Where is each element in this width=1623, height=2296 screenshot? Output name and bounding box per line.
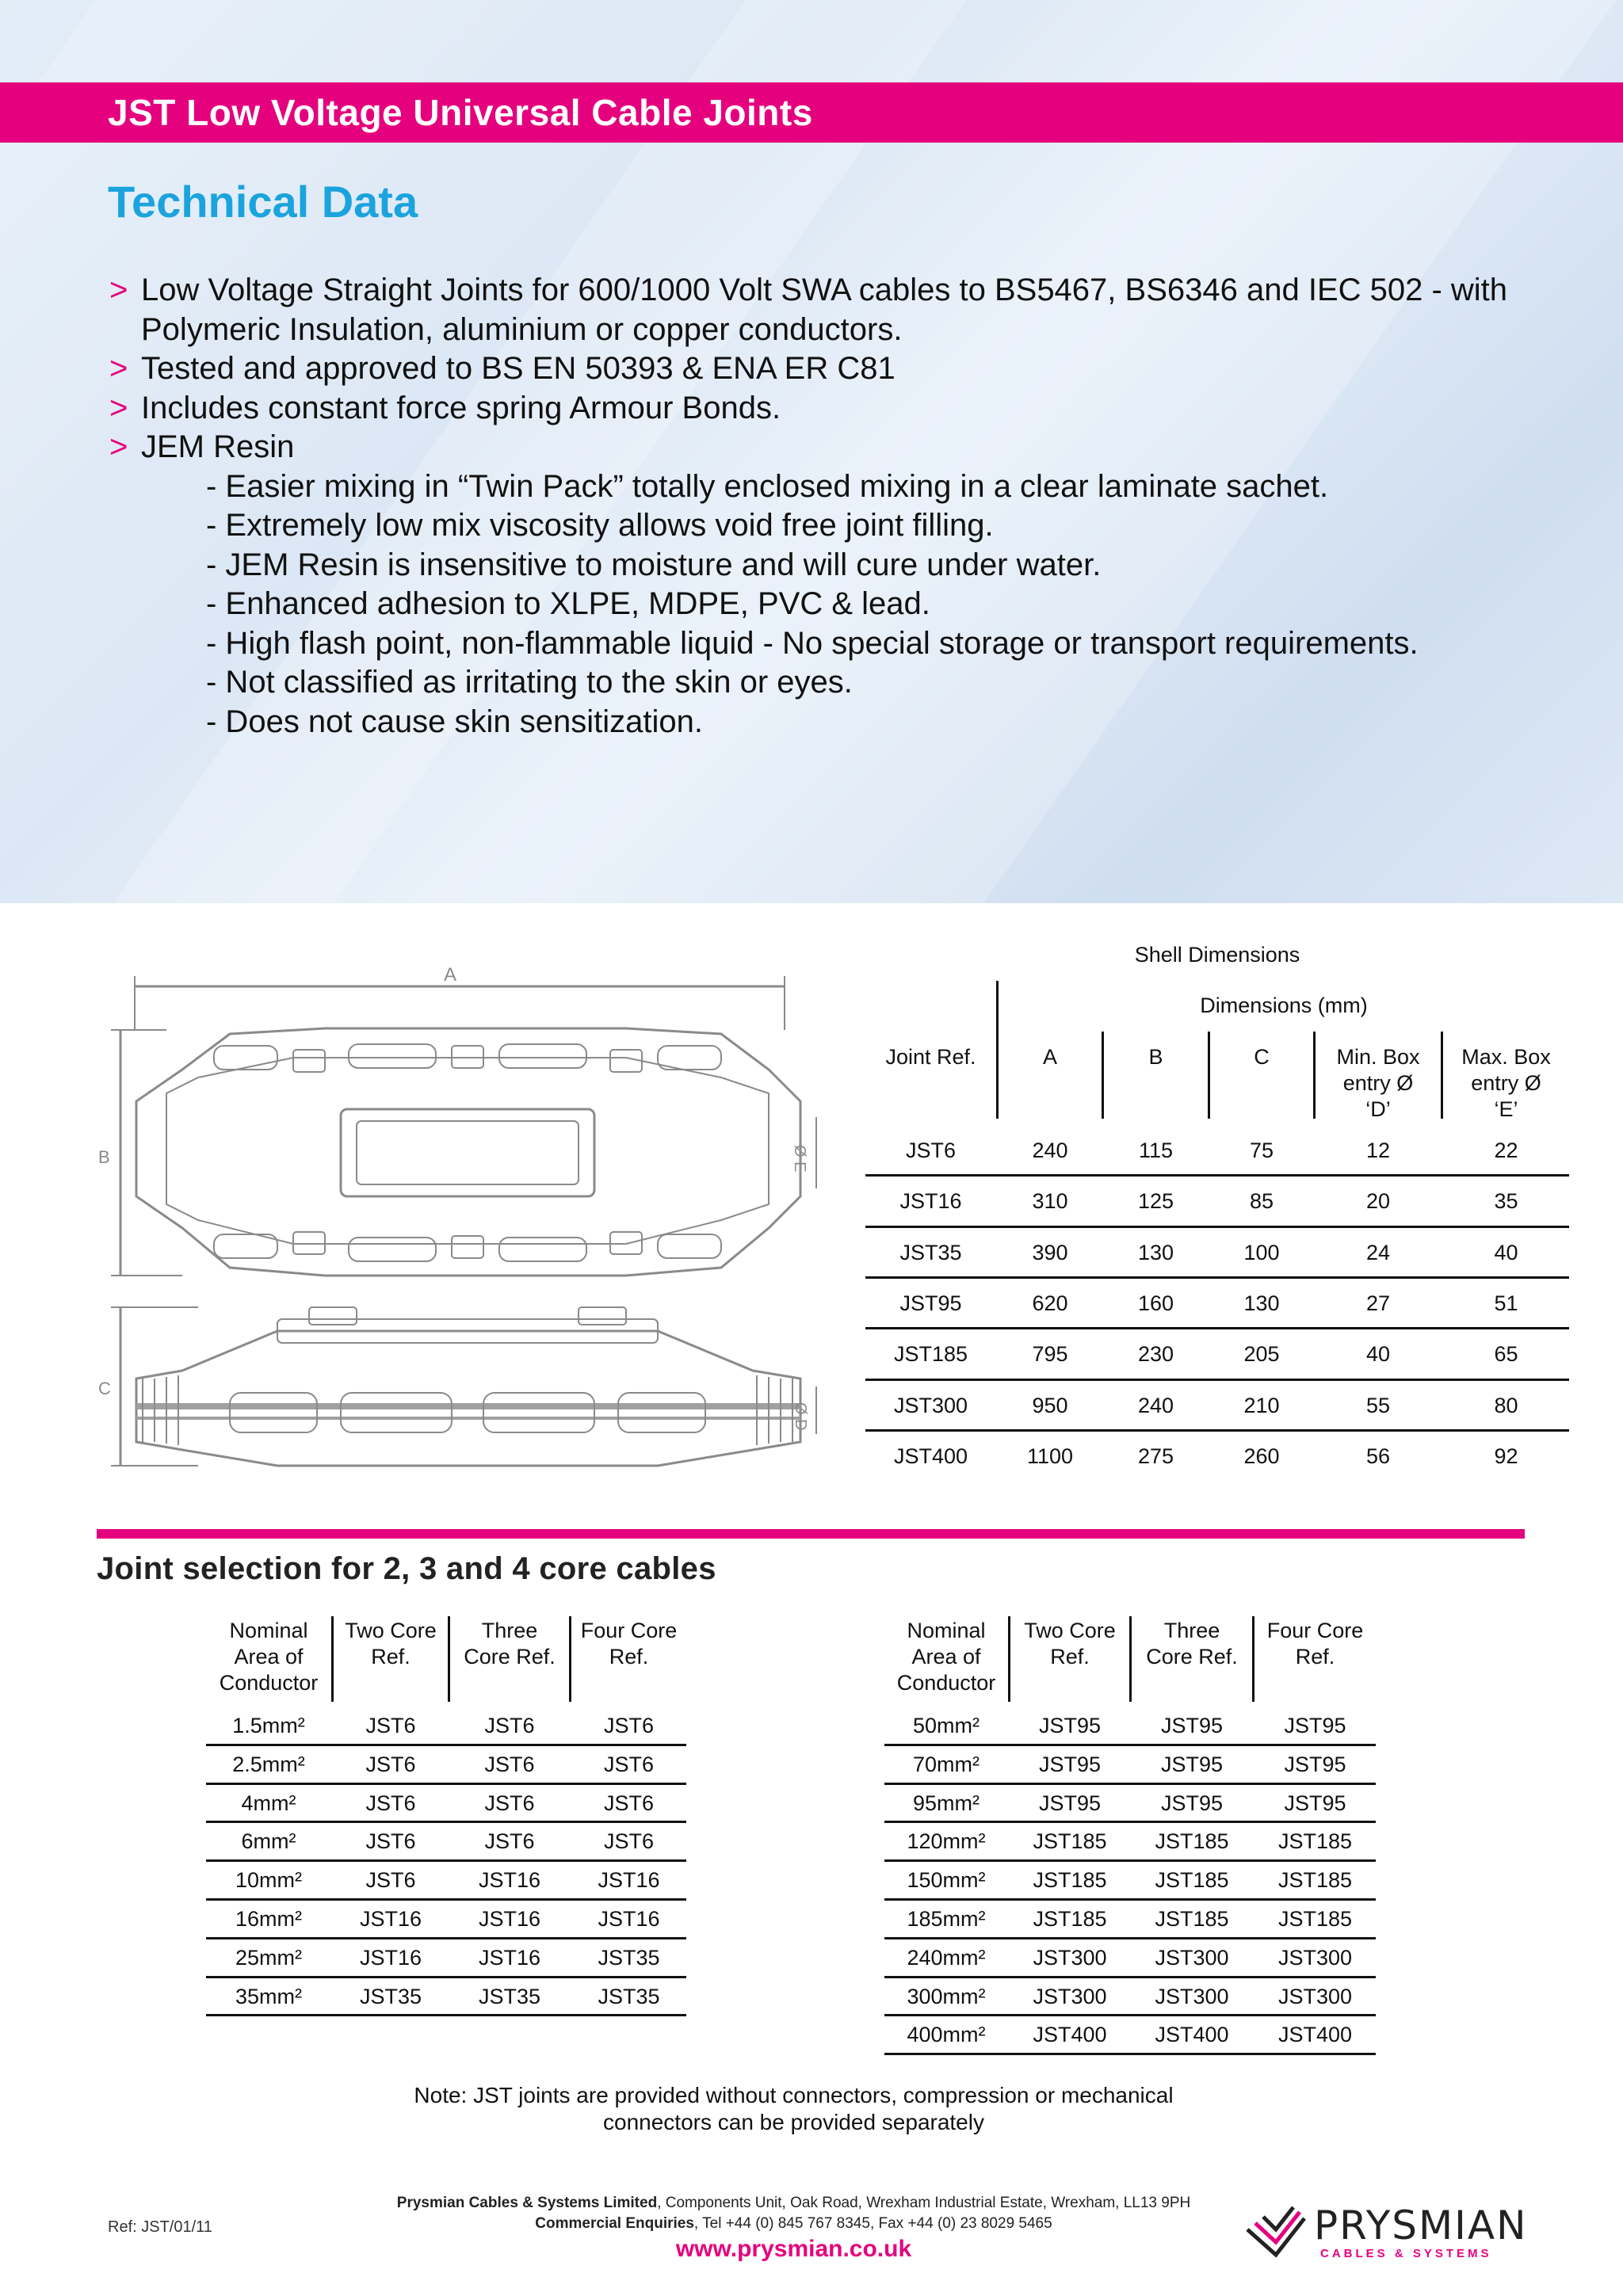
table-row <box>206 1745 686 1783</box>
header-line: entry Ø <box>1342 1071 1414 1095</box>
header-line: Area of <box>234 1645 304 1669</box>
table-cell: 35 <box>1494 1189 1518 1214</box>
table-row <box>206 1784 686 1822</box>
table-cell: JST6 <box>603 1752 655 1776</box>
prysmian-logo-icon <box>1244 2203 1308 2258</box>
table-cell: JST16 <box>359 1945 422 1970</box>
header-line: Ref. <box>371 1645 411 1669</box>
table-cell: JST185 <box>1155 1907 1229 1931</box>
table-cell: JST6 <box>365 1752 416 1776</box>
note-line: Note: JST joints are provided without connectors, compression or mechanical <box>414 2083 1174 2107</box>
table-row <box>884 1939 1376 1977</box>
table-row <box>884 1707 1376 1745</box>
sub-item: - Not classified as irritating to the skin or eyes. <box>206 665 853 700</box>
col-header-joint-ref: Joint Ref. <box>885 1045 976 1069</box>
table-cell: JST185 <box>1155 1829 1229 1854</box>
enquiries-label: Commercial Enquiries <box>535 2215 694 2232</box>
header-line: Four Core <box>1266 1619 1364 1642</box>
table-cell: 50mm² <box>912 1714 980 1737</box>
table-cell: 2.5mm² <box>232 1752 305 1776</box>
table-cell: 160 <box>1137 1291 1174 1315</box>
table-cell: JST16 <box>478 1907 541 1931</box>
table-cell: JST35 <box>899 1240 962 1264</box>
table-row <box>865 1329 1569 1379</box>
header-line: Ref. <box>1295 1645 1335 1669</box>
note-line: connectors can be provided separately <box>603 2110 984 2134</box>
table-cell: JST300 <box>1277 1984 1353 2008</box>
table-cell: JST95 <box>1284 1714 1346 1737</box>
table-row <box>884 1978 1376 2016</box>
table-row <box>884 2016 1376 2054</box>
table-cell: 950 <box>1032 1393 1068 1417</box>
table-cell: 210 <box>1243 1393 1280 1417</box>
table-cell: 10mm² <box>235 1868 302 1893</box>
header-line: Two Core <box>345 1619 437 1642</box>
table-cell: 35mm² <box>235 1984 302 2008</box>
table-cell: JST95 <box>1038 1714 1102 1737</box>
table-cell: 120mm² <box>907 1829 986 1854</box>
dim-label-a: A <box>444 964 457 986</box>
table-row <box>206 1822 686 1860</box>
logo-tagline: CABLES & SYSTEMS <box>1320 2247 1492 2260</box>
table-row <box>865 1227 1569 1278</box>
table-cell: JST95 <box>1160 1752 1224 1776</box>
header-line: Nominal <box>229 1619 308 1642</box>
table-cell: JST35 <box>598 1945 660 1970</box>
document-ref: Ref: JST/01/11 <box>108 2218 212 2236</box>
table-cell: 4mm² <box>241 1791 296 1815</box>
table-row <box>206 1707 686 1745</box>
table-cell: 40 <box>1494 1240 1518 1264</box>
row-divider <box>206 2014 686 2016</box>
table-cell: 300mm² <box>907 1984 986 2008</box>
bullet-arrow-icon: > <box>109 351 128 386</box>
table-cell: JST95 <box>1284 1752 1346 1776</box>
col-header-min-box <box>1316 1044 1441 1123</box>
table-cell: 390 <box>1032 1240 1068 1264</box>
header-line: Conductor <box>896 1671 996 1695</box>
table-cell: 100 <box>1243 1240 1280 1264</box>
bullet-text: Tested and approved to BS EN 50393 & ENA ER C81 <box>141 351 896 386</box>
joint-selection-heading: Joint selection for 2, 3 and 4 core cables <box>97 1551 716 1586</box>
table-cell: JST6 <box>365 1714 416 1737</box>
header-divider <box>1008 1616 1010 1702</box>
table-cell: JST6 <box>484 1714 535 1737</box>
header-line: Max. Box <box>1461 1045 1551 1069</box>
table-cell: JST6 <box>603 1829 655 1854</box>
bullet-item <box>109 389 1568 429</box>
table-cell: 620 <box>1032 1291 1068 1315</box>
table-cell: JST16 <box>899 1189 962 1214</box>
dim-label-e: Ø E <box>791 1145 808 1173</box>
table-cell: 130 <box>1243 1291 1280 1315</box>
company-name: Prysmian Cables & Systems Limited <box>396 2195 658 2211</box>
table-cell: JST6 <box>365 1829 416 1854</box>
col-header <box>1010 1618 1129 1670</box>
header-line: Core Ref. <box>464 1645 556 1669</box>
bullet-text: JEM Resin <box>141 429 295 464</box>
table-cell: 24 <box>1365 1240 1391 1264</box>
header-line: entry Ø <box>1471 1071 1541 1095</box>
table-cell: JST185 <box>1277 1868 1353 1893</box>
header-line: Min. Box <box>1336 1045 1420 1069</box>
sub-item: - Extremely low mix viscosity allows void free joint filling. <box>206 508 994 543</box>
header-line: Ref. <box>1050 1645 1090 1669</box>
table-cell: 115 <box>1138 1138 1174 1162</box>
header-line: Area of <box>911 1645 981 1669</box>
col-header <box>1254 1618 1376 1670</box>
table-cell: 795 <box>1032 1342 1068 1367</box>
bullet-item <box>109 428 1568 467</box>
table-cell: 25mm² <box>235 1945 302 1970</box>
table-cell: JST6 <box>365 1868 416 1893</box>
table-cell: 1100 <box>1026 1444 1074 1468</box>
table-cell: 95mm² <box>912 1791 980 1815</box>
header-line: ‘E’ <box>1494 1097 1518 1121</box>
table-row <box>884 1822 1376 1860</box>
table-cell: 65 <box>1494 1342 1518 1367</box>
dim-label-d: Ø D <box>792 1402 809 1431</box>
table-cell: 275 <box>1137 1444 1174 1468</box>
table-cell: 40 <box>1365 1342 1391 1367</box>
table-cell: 12 <box>1365 1138 1391 1162</box>
header-line: Conductor <box>219 1671 319 1695</box>
header-divider <box>1252 1616 1254 1702</box>
page-title: JST Low Voltage Universal Cable Joints <box>108 92 813 133</box>
table-cell: JST6 <box>905 1138 957 1162</box>
header-line: Two Core <box>1024 1619 1116 1642</box>
header-line: Core Ref. <box>1146 1645 1238 1669</box>
table-cell: JST95 <box>1160 1791 1224 1815</box>
table-cell: JST95 <box>1160 1714 1224 1737</box>
bullet-text: Low Voltage Straight Joints for 600/1000 Volt SWA cables to BS5467, BS6346 and IEC 502 - with <box>141 273 1508 307</box>
table-cell: JST16 <box>478 1868 541 1893</box>
table-cell: JST6 <box>484 1791 535 1815</box>
table-cell: 240mm² <box>907 1945 986 1970</box>
bullet-arrow-icon: > <box>109 429 128 464</box>
header-divider <box>569 1616 571 1702</box>
bullet-arrow-icon: > <box>109 390 128 425</box>
website-link[interactable]: www.prysmian.co.uk <box>675 2236 912 2262</box>
table-cell: JST6 <box>603 1714 655 1737</box>
table-cell: JST185 <box>1155 1868 1229 1893</box>
col-header <box>206 1618 331 1696</box>
table-cell: 130 <box>1137 1240 1174 1264</box>
table-cell: 92 <box>1494 1444 1518 1468</box>
col-header <box>884 1618 1008 1696</box>
header-divider <box>331 1616 334 1702</box>
sub-item: - Does not cause skin sensitization. <box>206 704 703 739</box>
header-line: Three <box>1163 1619 1220 1642</box>
table-row <box>884 1745 1376 1783</box>
col-header-max-box <box>1443 1044 1569 1123</box>
table-row <box>884 1861 1376 1899</box>
table-cell: 51 <box>1494 1291 1518 1315</box>
table-cell: 230 <box>1137 1342 1174 1367</box>
header-divider <box>1129 1616 1132 1702</box>
table-cell: 70mm² <box>912 1752 980 1776</box>
table-cell: 80 <box>1494 1393 1518 1417</box>
sub-item: - Easier mixing in “Twin Pack” totally enclosed mixing in a clear laminate sachet. <box>206 468 1329 504</box>
bullet-text: Includes constant force spring Armour Bonds. <box>141 390 781 425</box>
table-cell: 6mm² <box>241 1829 296 1854</box>
table-row <box>206 1978 686 2016</box>
bullet-arrow-icon: > <box>109 273 128 307</box>
technical-data-heading: Technical Data <box>108 177 418 227</box>
table-cell: 55 <box>1365 1393 1391 1417</box>
shell-caption: Shell Dimensions <box>1134 943 1300 967</box>
bullet-item <box>109 271 1568 349</box>
logo-name: PRYSMIAN <box>1314 2203 1528 2248</box>
table-cell: JST400 <box>1155 2023 1229 2047</box>
col-header <box>450 1618 569 1670</box>
dim-label-c: C <box>98 1379 111 1398</box>
table-cell: 240 <box>1032 1138 1068 1162</box>
table-cell: 22 <box>1494 1138 1518 1162</box>
table-row <box>865 1380 1569 1431</box>
table-cell: JST16 <box>598 1868 660 1893</box>
table-cell: JST95 <box>899 1291 962 1315</box>
table-cell: JST16 <box>359 1907 422 1931</box>
table-cell: JST300 <box>1277 1945 1353 1970</box>
bullet-text: Polymeric Insulation, aluminium or copper conductors. <box>141 311 903 347</box>
enquiries-contact: , Tel +44 (0) 845 767 8345, Fax +44 (0) 23 8029 5465 <box>693 2215 1052 2232</box>
table-row <box>884 1784 1376 1822</box>
table-cell: JST300 <box>1155 1984 1229 2008</box>
table-cell: JST300 <box>1155 1945 1229 1970</box>
table-cell: 185mm² <box>907 1907 986 1931</box>
table-cell: JST6 <box>484 1829 535 1854</box>
prysmian-logo <box>1244 2203 1593 2266</box>
table-cell: JST300 <box>1033 1984 1107 2008</box>
table-cell: JST35 <box>478 1984 541 2008</box>
table-cell: 1.5mm² <box>232 1714 305 1737</box>
col-header <box>1132 1618 1252 1670</box>
table-row <box>865 1176 1569 1226</box>
table-cell: 310 <box>1032 1189 1068 1214</box>
dimensions-caption: Dimensions (mm) <box>1200 994 1368 1017</box>
dim-label-b: B <box>98 1147 110 1167</box>
technical-bullets <box>109 271 1568 742</box>
title-banner <box>0 82 1623 143</box>
table-cell: 150mm² <box>907 1868 986 1893</box>
col-header-b: B <box>1148 1045 1163 1069</box>
header-divider <box>448 1616 450 1702</box>
table-cell: JST95 <box>1038 1791 1102 1815</box>
table-cell: 85 <box>1249 1189 1274 1214</box>
table-cell: 16mm² <box>235 1907 302 1931</box>
note-text <box>0 2082 1587 2136</box>
table-cell: JST95 <box>1038 1752 1102 1776</box>
table-row <box>865 1125 1569 1176</box>
table-row <box>206 1861 686 1899</box>
table-cell: JST185 <box>1277 1907 1353 1931</box>
table-cell: 205 <box>1243 1342 1280 1367</box>
row-divider <box>884 2053 1376 2055</box>
table-cell: JST185 <box>1033 1868 1107 1893</box>
table-cell: JST400 <box>1033 2023 1107 2047</box>
company-address: , Components Unit, Oak Road, Wrexham Industrial Estate, Wrexham, LL13 9PH <box>657 2195 1191 2211</box>
col-header <box>571 1618 686 1670</box>
sub-item: - High flash point, non-flammable liquid - No special storage or transport requirements. <box>206 625 1419 661</box>
table-cell: JST16 <box>478 1945 541 1970</box>
header-line: Ref. <box>609 1645 649 1669</box>
table-cell: JST6 <box>603 1791 655 1815</box>
bullet-item <box>109 349 1568 389</box>
table-cell: JST400 <box>893 1444 968 1468</box>
table-cell: 20 <box>1365 1189 1391 1214</box>
table-cell: 125 <box>1137 1189 1174 1214</box>
table-cell: 240 <box>1137 1393 1174 1417</box>
table-cell: 56 <box>1365 1444 1391 1468</box>
table-cell: JST16 <box>598 1907 660 1931</box>
table-row <box>206 1939 686 1977</box>
table-cell: JST95 <box>1284 1791 1346 1815</box>
table-cell: JST6 <box>365 1791 416 1815</box>
table-cell: 27 <box>1365 1291 1391 1315</box>
table-row <box>865 1278 1569 1329</box>
col-header-c: C <box>1254 1045 1270 1069</box>
table-cell: JST185 <box>1033 1907 1107 1931</box>
col-header-a: A <box>1042 1045 1057 1069</box>
header-line: Four Core <box>580 1619 678 1642</box>
table-cell: JST300 <box>1033 1945 1107 1970</box>
table-cell: JST185 <box>893 1342 968 1367</box>
table-row <box>884 1900 1376 1938</box>
sub-item: - JEM Resin is insensitive to moisture and will cure under water. <box>206 547 1102 582</box>
table-cell: JST185 <box>1277 1829 1353 1854</box>
table-cell: JST6 <box>484 1752 535 1776</box>
table-row <box>865 1431 1569 1482</box>
header-line: ‘D’ <box>1365 1097 1391 1121</box>
header-line: Nominal <box>907 1619 986 1642</box>
table-cell: 260 <box>1243 1444 1280 1468</box>
table-cell: JST185 <box>1033 1829 1107 1854</box>
table-cell: 75 <box>1249 1138 1274 1162</box>
table-cell: JST35 <box>359 1984 422 2008</box>
col-header <box>334 1618 448 1670</box>
table-row <box>206 1900 686 1938</box>
joint-shell-drawing <box>87 959 848 1474</box>
table-cell: 400mm² <box>907 2023 986 2047</box>
section-divider <box>97 1529 1525 1539</box>
header-line: Three <box>481 1619 538 1642</box>
table-cell: JST300 <box>893 1393 968 1417</box>
table-cell: JST400 <box>1277 2023 1353 2047</box>
sub-item: - Enhanced adhesion to XLPE, MDPE, PVC & lead. <box>206 586 930 621</box>
table-cell: JST35 <box>598 1984 660 2008</box>
